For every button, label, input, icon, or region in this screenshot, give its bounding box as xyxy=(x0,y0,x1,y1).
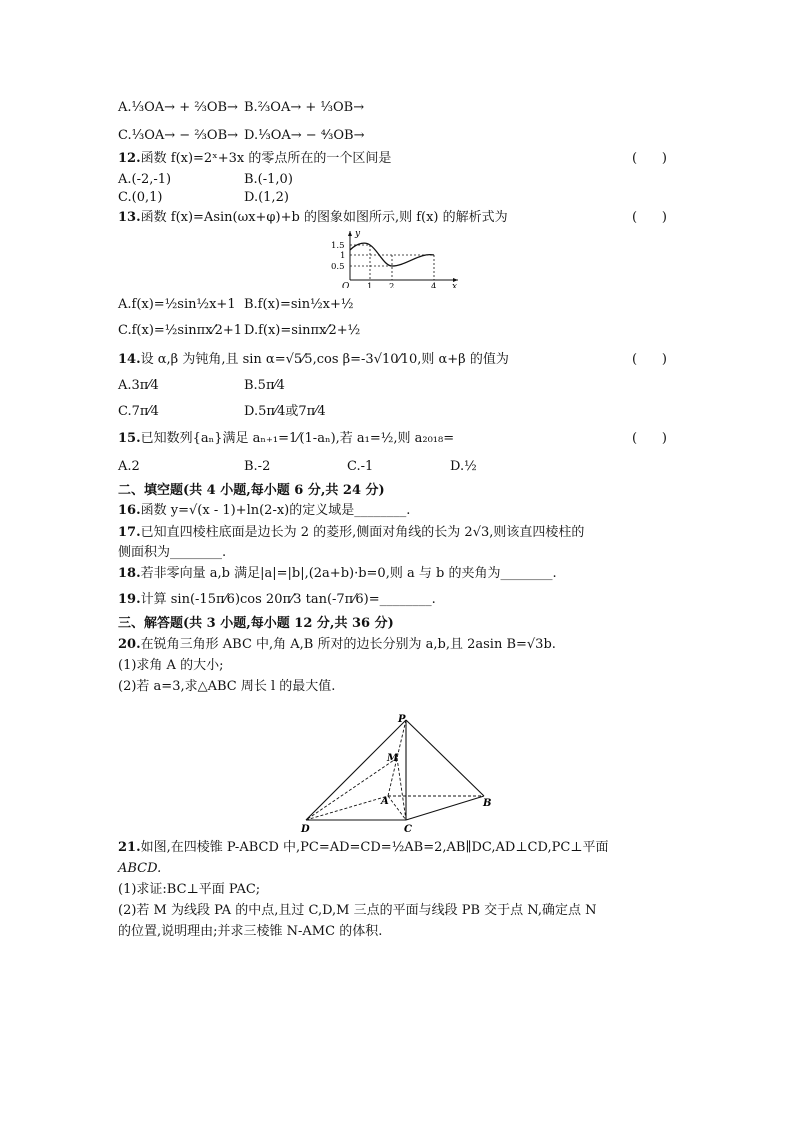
q15-option-a: A.2 xyxy=(118,459,140,474)
q12-option-a: A.(-2,-1) xyxy=(118,172,172,187)
q21-part1: (1)求证:BC⊥平面 PAC; xyxy=(118,882,261,897)
q11-option-b: B.⅔OA→ + ⅓OB→ xyxy=(244,100,365,115)
q13-option-a: A.f(x)=½sin½x+1 xyxy=(118,297,236,312)
q20-stem xyxy=(118,637,556,653)
q21-stem-line2: ABCD. xyxy=(118,861,162,876)
q15-option-c: C.-1 xyxy=(347,459,374,474)
q21-part2-line2: 的位置,说明理由;并求三棱锥 N-AMC 的体积. xyxy=(118,924,383,939)
q12-answer-paren: ( ) xyxy=(632,151,667,166)
q21-number: 21. xyxy=(118,840,141,855)
graph-x-tick: 1 xyxy=(367,282,373,288)
q21-stem-line1 xyxy=(118,840,609,856)
q13-sine-graph xyxy=(328,228,460,288)
q11-option-d: D.⅓OA→ − ⁴⁄₃OB→ xyxy=(244,128,365,143)
q16-text: 函数 y=√(x - 1)+ln(2-x)的定义域是________. xyxy=(140,503,411,518)
q20-number: 20. xyxy=(118,637,141,652)
q18 xyxy=(118,566,557,582)
q21-pyramid-figure xyxy=(296,708,496,836)
graph-y-tick: 1 xyxy=(340,251,346,261)
label-d: D xyxy=(301,824,310,835)
q12-option-c: C.(0,1) xyxy=(118,190,163,205)
q19 xyxy=(118,592,436,608)
q17-text: 已知直四棱柱底面是边长为 2 的菱形,侧面对角线的长为 2√3,则该直四棱柱的 xyxy=(140,525,585,540)
q13-answer-paren: ( ) xyxy=(632,210,667,225)
graph-x-tick: 2 xyxy=(389,282,395,288)
q21-text: 如图,在四棱锥 P-ABCD 中,PC=AD=CD=½AB=2,AB∥DC,AD⊥CD,PC⊥平面 xyxy=(140,840,609,855)
q15-stem xyxy=(118,431,454,447)
q14-text: 设 α,β 为钝角,且 sin α=√5⁄5,cos β=-3√10⁄10,则 α+β 的值为 xyxy=(140,352,509,367)
q15-option-b: B.-2 xyxy=(244,459,271,474)
q14-option-b: B.5π⁄4 xyxy=(244,378,285,393)
label-a: A xyxy=(381,796,389,807)
q17-line1 xyxy=(118,525,584,541)
q12-number: 12. xyxy=(118,151,141,166)
q12-stem xyxy=(118,151,391,167)
segment-mc xyxy=(397,758,406,820)
label-m: M xyxy=(387,753,399,764)
q12-option-d: D.(1,2) xyxy=(244,190,289,205)
q14-option-d: D.5π⁄4或7π⁄4 xyxy=(244,404,326,419)
q13-option-c: C.f(x)=½sinπx⁄2+1 xyxy=(118,323,243,338)
sine-curve xyxy=(350,243,434,266)
q11-option-c: C.⅓OA→ − ⅔OB→ xyxy=(118,128,239,143)
q13-option-d: D.f(x)=sinπx⁄2+½ xyxy=(244,323,361,338)
q15-text: 已知数列{aₙ}满足 aₙ₊₁=1⁄(1-aₙ),若 a₁=½,则 a₂₀₁₈= xyxy=(140,431,455,446)
q16-number: 16. xyxy=(118,503,141,518)
q20-text: 在锐角三角形 ABC 中,角 A,B 所对的边长分别为 a,b,且 2asin B=√3b. xyxy=(140,637,556,652)
y-axis-arrow xyxy=(348,231,352,236)
q13-text: 函数 f(x)=Asin(ωx+φ)+b 的图象如图所示,则 f(x) 的解析式为 xyxy=(140,210,508,225)
graph-origin: O xyxy=(342,282,350,288)
q14-number: 14. xyxy=(118,352,141,367)
label-c: C xyxy=(404,824,412,835)
graph-y-label: y xyxy=(355,229,361,239)
q15-option-d: D.½ xyxy=(450,459,477,474)
q18-text: 若非零向量 a,b 满足|a|=|b|,(2a+b)·b=0,则 a 与 b 的夹角为________. xyxy=(140,566,557,581)
q14-answer-paren: ( ) xyxy=(632,352,667,367)
q17-line2: 侧面积为________. xyxy=(118,545,227,560)
edge-cb xyxy=(406,796,484,820)
q21-part2-line1: (2)若 M 为线段 PA 的中点,且过 C,D,M 三点的平面与线段 PB 交于点 N,确定点 N xyxy=(118,903,597,918)
q11-option-a: A.⅓OA→ + ⅔OB→ xyxy=(118,100,238,115)
graph-y-tick: 0.5 xyxy=(331,262,345,272)
q13-stem xyxy=(118,210,508,226)
q14-option-c: C.7π⁄4 xyxy=(118,404,159,419)
graph-x-label: x xyxy=(452,282,458,288)
q12-text: 函数 f(x)=2ˣ+3x 的零点所在的一个区间是 xyxy=(140,151,392,166)
section-3-heading: 三、解答题(共 3 小题,每小题 12 分,共 36 分) xyxy=(118,616,394,631)
q17-number: 17. xyxy=(118,525,141,540)
q20-part2: (2)若 a=3,求△ABC 周长 l 的最大值. xyxy=(118,679,336,694)
edge-pb xyxy=(406,720,484,796)
label-p: P xyxy=(398,714,406,725)
section-2-heading: 二、填空题(共 4 小题,每小题 6 分,共 24 分) xyxy=(118,483,385,498)
q13-option-b: B.f(x)=sin½x+½ xyxy=(244,297,354,312)
q20-part1: (1)求角 A 的大小; xyxy=(118,658,224,673)
q19-number: 19. xyxy=(118,592,141,607)
q13-number: 13. xyxy=(118,210,141,225)
q15-answer-paren: ( ) xyxy=(632,431,667,446)
q18-number: 18. xyxy=(118,566,141,581)
q14-stem xyxy=(118,352,509,368)
segment-md xyxy=(306,758,397,820)
graph-y-tick: 1.5 xyxy=(331,241,345,251)
q16 xyxy=(118,503,410,519)
q12-option-b: B.(-1,0) xyxy=(244,172,293,187)
q14-option-a: A.3π⁄4 xyxy=(118,378,159,393)
q15-number: 15. xyxy=(118,431,141,446)
label-b: B xyxy=(483,798,492,809)
q19-text: 计算 sin(-15π⁄6)cos 20π⁄3 tan(-7π⁄6)=________. xyxy=(140,592,436,607)
graph-x-tick: 4 xyxy=(431,282,437,288)
